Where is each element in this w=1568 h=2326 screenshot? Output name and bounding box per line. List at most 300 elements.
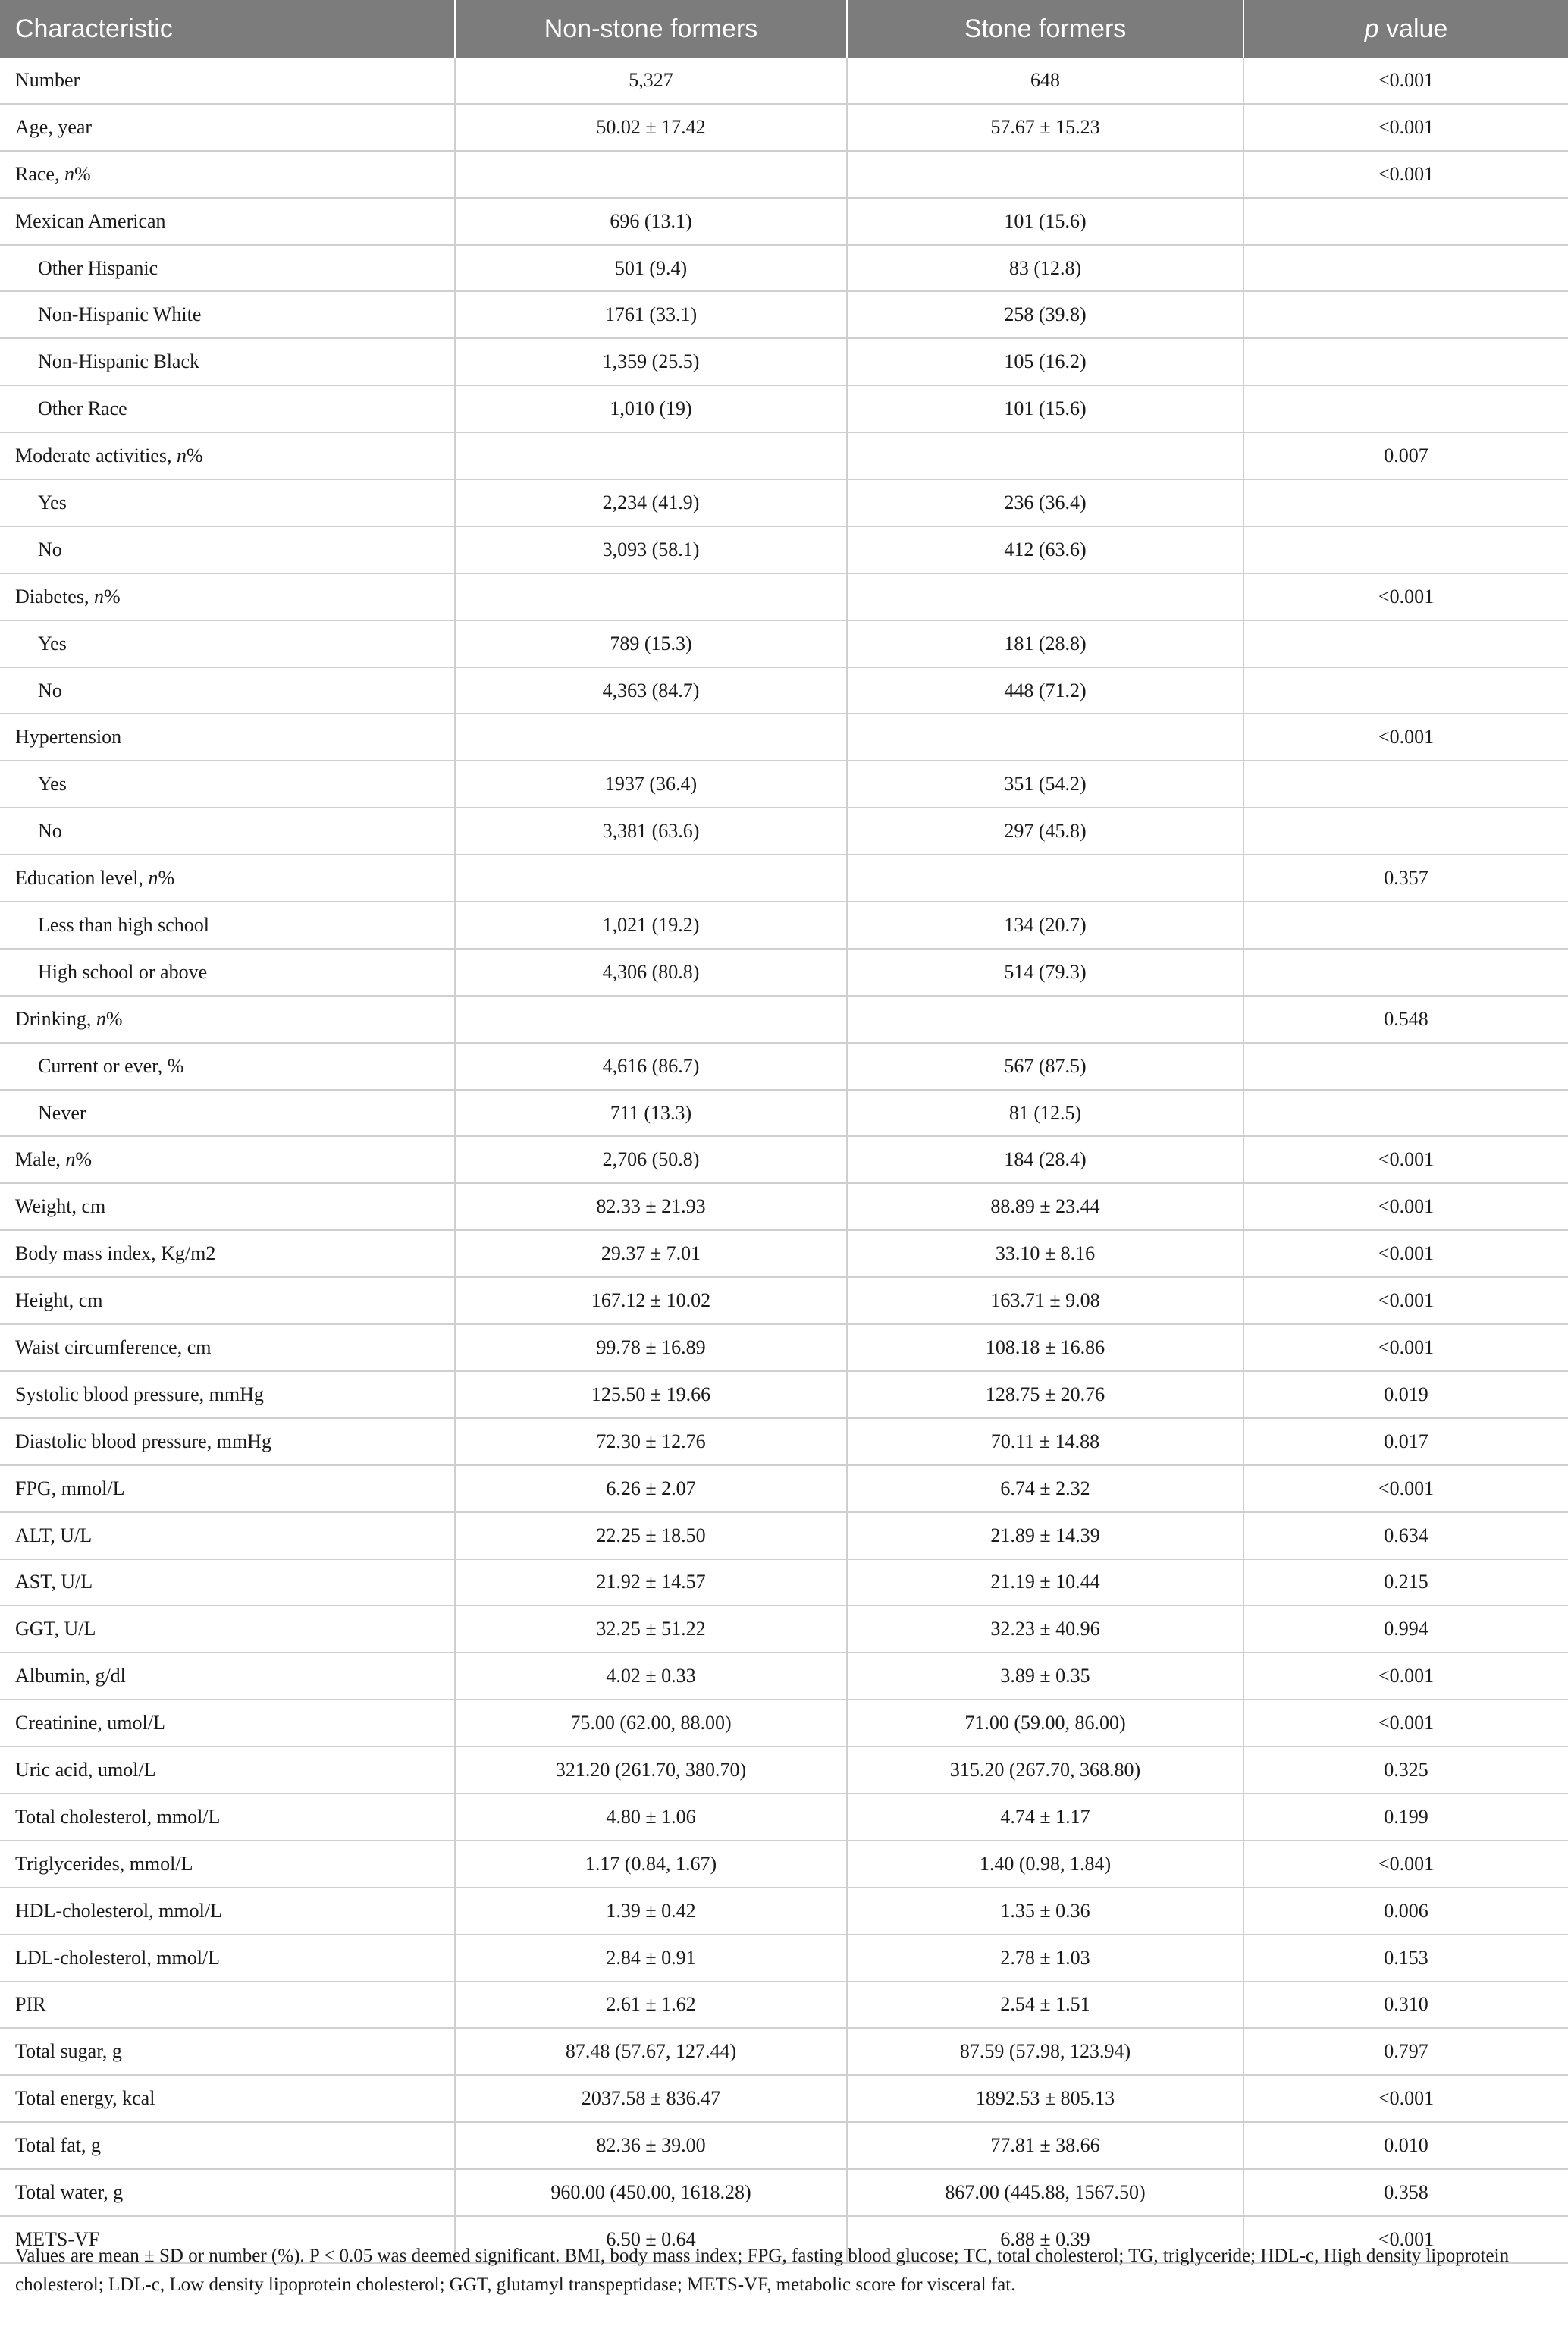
row-stone-value: 1892.53 ± 805.13 (847, 2075, 1243, 2122)
row-non-stone-value: 321.20 (261.70, 380.70) (455, 1747, 847, 1794)
row-p-value (1243, 526, 1568, 573)
row-stone-value: 57.67 ± 15.23 (847, 104, 1243, 151)
row-stone-value: 33.10 ± 8.16 (847, 1230, 1243, 1277)
row-label-text: Yes (38, 632, 67, 654)
row-stone-value (847, 573, 1243, 620)
row-label-italic: n (64, 162, 74, 185)
row-stone-value: 108.18 ± 16.86 (847, 1324, 1243, 1371)
row-non-stone-value: 125.50 ± 19.66 (455, 1371, 847, 1418)
row-characteristic (0, 151, 455, 198)
row-non-stone-value: 75.00 (62.00, 88.00) (455, 1700, 847, 1747)
row-p-value: <0.001 (1243, 1230, 1568, 1277)
row-stone-value (847, 996, 1243, 1043)
row-non-stone-value: 4.02 ± 0.33 (455, 1653, 847, 1700)
row-label-suffix: % (74, 162, 91, 185)
row-non-stone-value: 1.17 (0.84, 1.67) (455, 1841, 847, 1888)
row-non-stone-value (455, 432, 847, 479)
row-stone-value: 412 (63.6) (847, 526, 1243, 573)
table-row (0, 2075, 1568, 2122)
row-non-stone-value: 32.25 ± 51.22 (455, 1606, 847, 1653)
row-characteristic (0, 808, 455, 855)
table-footnote: Values are mean ± SD or number (%). P < 0.05 was deemed significant. BMI, body mass index; FPG, fasting blood glucose; TC, total cholesterol; TG, triglyceride; HDL-c, High density lipoprotein cholesterol; LDL-c, Low density lipoprotein cholesterol; GGT, glutamyl transpeptidase; METS-VF, metabolic score for visceral fat. (15, 2246, 1510, 2295)
table-row (0, 385, 1568, 432)
row-label-text: Other Hispanic (38, 256, 158, 279)
row-characteristic (0, 1230, 455, 1277)
row-p-value: <0.001 (1243, 2216, 1568, 2263)
row-label-text: Albumin, g/dl (15, 1665, 126, 1687)
row-label-text: Hypertension (15, 726, 122, 749)
table-row (0, 338, 1568, 385)
row-stone-value: 867.00 (445.88, 1567.50) (847, 2169, 1243, 2216)
row-p-value: <0.001 (1243, 104, 1568, 151)
row-stone-value: 70.11 ± 14.88 (847, 1418, 1243, 1465)
row-p-value: 0.215 (1243, 1559, 1568, 1606)
row-p-value: <0.001 (1243, 1653, 1568, 1700)
table-row (0, 1418, 1568, 1465)
row-stone-value: 1.35 ± 0.36 (847, 1888, 1243, 1935)
row-non-stone-value: 22.25 ± 18.50 (455, 1512, 847, 1559)
row-characteristic (0, 1700, 455, 1747)
table-row (0, 245, 1568, 292)
table-row (0, 855, 1568, 902)
row-stone-value: 101 (15.6) (847, 198, 1243, 245)
row-stone-value: 71.00 (59.00, 86.00) (847, 1700, 1243, 1747)
row-characteristic (0, 2122, 455, 2169)
row-characteristic (0, 1277, 455, 1324)
row-non-stone-value (455, 714, 847, 761)
row-characteristic (0, 526, 455, 573)
table-body (0, 58, 1568, 2263)
row-label-text: No (38, 538, 62, 560)
header-row (0, 0, 1568, 58)
table-row (0, 1183, 1568, 1230)
header-p-value (1243, 0, 1568, 58)
table-row (0, 949, 1568, 996)
row-label-text: Current or ever, % (38, 1054, 184, 1077)
row-label-italic: n (65, 1148, 76, 1171)
row-label-text: PIR (15, 1993, 46, 2016)
row-non-stone-value: 1.39 ± 0.42 (455, 1888, 847, 1935)
row-p-value: 0.357 (1243, 855, 1568, 902)
row-non-stone-value: 3,381 (63.6) (455, 808, 847, 855)
row-label-text: GGT, U/L (15, 1618, 96, 1640)
row-non-stone-value: 99.78 ± 16.89 (455, 1324, 847, 1371)
row-p-value (1243, 949, 1568, 996)
row-stone-value (847, 714, 1243, 761)
row-non-stone-value: 2.84 ± 0.91 (455, 1935, 847, 1982)
row-label-text: Uric acid, umol/L (15, 1759, 156, 1781)
row-characteristic (0, 1841, 455, 1888)
row-p-value: <0.001 (1243, 151, 1568, 198)
table-row (0, 1277, 1568, 1324)
row-non-stone-value: 167.12 ± 10.02 (455, 1277, 847, 1324)
row-characteristic (0, 1324, 455, 1371)
header-stone-formers: Stone formers (847, 0, 1243, 58)
row-p-value (1243, 808, 1568, 855)
header-p-letter: p (1364, 14, 1379, 43)
row-label-italic: n (176, 444, 187, 467)
row-non-stone-value: 711 (13.3) (455, 1090, 847, 1137)
row-characteristic (0, 432, 455, 479)
row-non-stone-value: 4,306 (80.8) (455, 949, 847, 996)
row-non-stone-value: 29.37 ± 7.01 (455, 1230, 847, 1277)
row-characteristic (0, 996, 455, 1043)
table-row (0, 761, 1568, 808)
row-non-stone-value: 1,021 (19.2) (455, 902, 847, 949)
row-label-text: ALT, U/L (15, 1524, 93, 1546)
table-row (0, 808, 1568, 855)
row-stone-value: 77.81 ± 38.66 (847, 2122, 1243, 2169)
row-non-stone-value: 2,234 (41.9) (455, 479, 847, 526)
table-row (0, 104, 1568, 151)
row-label-suffix: % (158, 867, 175, 890)
header-characteristic: Characteristic (0, 0, 455, 58)
table-row (0, 1888, 1568, 1935)
row-non-stone-value: 960.00 (450.00, 1618.28) (455, 2169, 847, 2216)
row-label-text: Race, (15, 162, 64, 185)
row-label-italic: n (93, 585, 104, 607)
row-label-text: FPG, mmol/L (15, 1477, 125, 1499)
row-non-stone-value: 4.80 ± 1.06 (455, 1794, 847, 1841)
row-characteristic (0, 1747, 455, 1794)
table-row (0, 1512, 1568, 1559)
row-p-value (1243, 385, 1568, 432)
row-label-text: Other Race (38, 397, 127, 420)
row-stone-value: 87.59 (57.98, 123.94) (847, 2028, 1243, 2075)
row-characteristic (0, 1606, 455, 1653)
row-characteristic (0, 58, 455, 104)
row-non-stone-value: 21.92 ± 14.57 (455, 1559, 847, 1606)
table-row (0, 432, 1568, 479)
row-label-text: Yes (38, 491, 67, 513)
row-stone-value: 297 (45.8) (847, 808, 1243, 855)
row-label-text: Less than high school (38, 913, 210, 936)
row-stone-value: 128.75 ± 20.76 (847, 1371, 1243, 1418)
row-non-stone-value: 696 (13.1) (455, 198, 847, 245)
row-stone-value: 6.88 ± 0.39 (847, 2216, 1243, 2263)
row-characteristic (0, 761, 455, 808)
row-characteristic (0, 2075, 455, 2122)
table-row (0, 1465, 1568, 1512)
row-p-value: 0.017 (1243, 1418, 1568, 1465)
row-characteristic (0, 620, 455, 667)
row-label-text: LDL-cholesterol, mmol/L (15, 1946, 221, 1969)
row-non-stone-value: 82.33 ± 21.93 (455, 1183, 847, 1230)
row-characteristic (0, 291, 455, 338)
row-characteristic (0, 245, 455, 292)
table-row (0, 1653, 1568, 1700)
row-label-text: AST, U/L (15, 1571, 93, 1593)
row-stone-value: 83 (12.8) (847, 245, 1243, 292)
row-p-value: 0.153 (1243, 1935, 1568, 1982)
row-p-value: 0.994 (1243, 1606, 1568, 1653)
row-characteristic (0, 1512, 455, 1559)
row-non-stone-value: 4,363 (84.7) (455, 667, 847, 714)
row-characteristic (0, 949, 455, 996)
row-stone-value: 21.19 ± 10.44 (847, 1559, 1243, 1606)
row-non-stone-value: 6.26 ± 2.07 (455, 1465, 847, 1512)
row-label-text: Number (15, 68, 80, 91)
row-label-text: Total fat, g (15, 2134, 101, 2157)
row-characteristic (0, 1794, 455, 1841)
row-non-stone-value (455, 996, 847, 1043)
row-characteristic (0, 1090, 455, 1137)
row-characteristic (0, 1653, 455, 1700)
row-label-italic: n (148, 867, 158, 890)
row-non-stone-value: 5,327 (455, 58, 847, 104)
row-label-text: No (38, 679, 62, 702)
table-row (0, 2122, 1568, 2169)
row-characteristic (0, 385, 455, 432)
row-stone-value: 236 (36.4) (847, 479, 1243, 526)
row-label-text: Moderate activities, (15, 444, 177, 467)
row-characteristic (0, 1559, 455, 1606)
row-label-text: Body mass index, Kg/m2 (15, 1242, 216, 1265)
row-non-stone-value: 1761 (33.1) (455, 291, 847, 338)
header-p-rest: value (1378, 14, 1448, 43)
row-characteristic (0, 902, 455, 949)
row-characteristic (0, 104, 455, 151)
row-stone-value: 567 (87.5) (847, 1043, 1243, 1090)
row-p-value (1243, 1043, 1568, 1090)
row-characteristic (0, 1418, 455, 1465)
row-characteristic (0, 1183, 455, 1230)
row-p-value: 0.548 (1243, 996, 1568, 1043)
table-row (0, 198, 1568, 245)
table-row (0, 1700, 1568, 1747)
row-label-text: Non-Hispanic White (38, 303, 202, 326)
row-p-value (1243, 667, 1568, 714)
row-p-value: <0.001 (1243, 1841, 1568, 1888)
row-stone-value (847, 855, 1243, 902)
row-non-stone-value: 82.36 ± 39.00 (455, 2122, 847, 2169)
row-p-value: <0.001 (1243, 1183, 1568, 1230)
row-p-value: <0.001 (1243, 58, 1568, 104)
row-characteristic (0, 1465, 455, 1512)
table-row (0, 479, 1568, 526)
row-stone-value: 2.78 ± 1.03 (847, 1935, 1243, 1982)
row-p-value: 0.797 (1243, 2028, 1568, 2075)
row-label-text: Drinking, (15, 1007, 96, 1030)
row-characteristic (0, 479, 455, 526)
row-characteristic (0, 1982, 455, 2029)
row-non-stone-value: 2037.58 ± 836.47 (455, 2075, 847, 2122)
table-row (0, 996, 1568, 1043)
row-label-suffix: % (105, 1007, 123, 1030)
row-label-text: Total water, g (15, 2181, 124, 2204)
row-stone-value: 448 (71.2) (847, 667, 1243, 714)
row-non-stone-value: 6.50 ± 0.64 (455, 2216, 847, 2263)
row-label-text: Yes (38, 773, 67, 796)
row-p-value: <0.001 (1243, 1465, 1568, 1512)
row-stone-value: 6.74 ± 2.32 (847, 1465, 1243, 1512)
row-non-stone-value: 87.48 (57.67, 127.44) (455, 2028, 847, 2075)
row-non-stone-value: 50.02 ± 17.42 (455, 104, 847, 151)
row-p-value: 0.358 (1243, 2169, 1568, 2216)
row-p-value: 0.007 (1243, 432, 1568, 479)
table-row (0, 1841, 1568, 1888)
table-row (0, 620, 1568, 667)
table-row (0, 151, 1568, 198)
row-p-value (1243, 198, 1568, 245)
row-label-text: Diastolic blood pressure, mmHg (15, 1430, 271, 1452)
table-header (0, 0, 1568, 58)
row-non-stone-value: 2,706 (50.8) (455, 1136, 847, 1183)
row-p-value (1243, 245, 1568, 292)
row-label-text: Height, cm (15, 1289, 103, 1312)
row-label-text: Creatinine, umol/L (15, 1712, 165, 1734)
row-stone-value: 514 (79.3) (847, 949, 1243, 996)
row-non-stone-value (455, 855, 847, 902)
row-stone-value: 81 (12.5) (847, 1090, 1243, 1137)
row-label-text: Triglycerides, mmol/L (15, 1852, 193, 1875)
row-characteristic (0, 1043, 455, 1090)
table-row (0, 1747, 1568, 1794)
row-characteristic (0, 573, 455, 620)
table-row (0, 1090, 1568, 1137)
row-label-text: Education level, (15, 867, 149, 890)
row-stone-value: 184 (28.4) (847, 1136, 1243, 1183)
row-stone-value (847, 432, 1243, 479)
row-characteristic (0, 2169, 455, 2216)
row-stone-value: 2.54 ± 1.51 (847, 1982, 1243, 2029)
row-non-stone-value (455, 151, 847, 198)
row-non-stone-value: 72.30 ± 12.76 (455, 1418, 847, 1465)
table-row (0, 58, 1568, 104)
row-p-value: 0.019 (1243, 1371, 1568, 1418)
table-row (0, 526, 1568, 573)
table-row (0, 1043, 1568, 1090)
row-stone-value: 181 (28.8) (847, 620, 1243, 667)
row-stone-value: 258 (39.8) (847, 291, 1243, 338)
table-row (0, 714, 1568, 761)
row-label-text: METS-VF (15, 2227, 100, 2250)
table-row (0, 2028, 1568, 2075)
table-row (0, 573, 1568, 620)
row-characteristic (0, 1136, 455, 1183)
row-stone-value: 1.40 (0.98, 1.84) (847, 1841, 1243, 1888)
row-label-text: No (38, 820, 62, 843)
table-row (0, 1230, 1568, 1277)
table-row (0, 1136, 1568, 1183)
table-row (0, 1606, 1568, 1653)
row-p-value: <0.001 (1243, 1700, 1568, 1747)
table-row (0, 1371, 1568, 1418)
row-non-stone-value: 1937 (36.4) (455, 761, 847, 808)
row-label-text: Never (38, 1101, 86, 1124)
row-non-stone-value: 2.61 ± 1.62 (455, 1982, 847, 2029)
row-label-suffix: % (186, 444, 203, 467)
row-p-value: <0.001 (1243, 573, 1568, 620)
row-characteristic (0, 855, 455, 902)
row-stone-value: 351 (54.2) (847, 761, 1243, 808)
row-non-stone-value: 501 (9.4) (455, 245, 847, 292)
row-characteristic (0, 338, 455, 385)
row-stone-value: 134 (20.7) (847, 902, 1243, 949)
table-row (0, 1982, 1568, 2029)
row-characteristic (0, 714, 455, 761)
row-p-value (1243, 291, 1568, 338)
row-label-text: Male, (15, 1148, 66, 1171)
row-p-value: 0.010 (1243, 2122, 1568, 2169)
row-stone-value: 4.74 ± 1.17 (847, 1794, 1243, 1841)
row-characteristic (0, 1888, 455, 1935)
row-non-stone-value: 789 (15.3) (455, 620, 847, 667)
row-non-stone-value: 1,010 (19) (455, 385, 847, 432)
table-row (0, 2169, 1568, 2216)
row-p-value: 0.310 (1243, 1982, 1568, 2029)
row-stone-value: 88.89 ± 23.44 (847, 1183, 1243, 1230)
row-p-value (1243, 620, 1568, 667)
row-stone-value: 101 (15.6) (847, 385, 1243, 432)
row-label-text: Age, year (15, 115, 93, 138)
table-row (0, 902, 1568, 949)
row-characteristic (0, 1371, 455, 1418)
table-row (0, 667, 1568, 714)
row-label-italic: n (96, 1007, 106, 1030)
row-label-text: Waist circumference, cm (15, 1336, 212, 1358)
table-row (0, 1559, 1568, 1606)
row-stone-value: 32.23 ± 40.96 (847, 1606, 1243, 1653)
row-non-stone-value (455, 573, 847, 620)
row-label-suffix: % (103, 585, 121, 607)
row-characteristic (0, 667, 455, 714)
row-p-value (1243, 902, 1568, 949)
row-p-value: 0.325 (1243, 1747, 1568, 1794)
row-p-value: 0.634 (1243, 1512, 1568, 1559)
row-p-value: 0.199 (1243, 1794, 1568, 1841)
row-p-value (1243, 761, 1568, 808)
row-label-text: Non-Hispanic Black (38, 350, 200, 373)
row-p-value: <0.001 (1243, 1324, 1568, 1371)
row-stone-value: 163.71 ± 9.08 (847, 1277, 1243, 1324)
row-p-value (1243, 1090, 1568, 1137)
row-stone-value: 648 (847, 58, 1243, 104)
table-row (0, 1324, 1568, 1371)
row-stone-value (847, 151, 1243, 198)
row-stone-value: 105 (16.2) (847, 338, 1243, 385)
row-label-text: Total sugar, g (15, 2040, 122, 2063)
row-label-text: Systolic blood pressure, mmHg (15, 1383, 264, 1405)
row-label-text: High school or above (38, 960, 208, 983)
row-non-stone-value: 4,616 (86.7) (455, 1043, 847, 1090)
row-p-value: 0.006 (1243, 1888, 1568, 1935)
row-label-text: Total cholesterol, mmol/L (15, 1805, 221, 1828)
row-p-value: <0.001 (1243, 1277, 1568, 1324)
table-row (0, 1794, 1568, 1841)
row-label-text: Diabetes, (15, 585, 94, 607)
header-non-stone-formers: Non-stone formers (455, 0, 847, 58)
row-label-text: Total energy, kcal (15, 2087, 155, 2110)
row-characteristic (0, 198, 455, 245)
row-stone-value: 315.20 (267.70, 368.80) (847, 1747, 1243, 1794)
row-stone-value: 3.89 ± 0.35 (847, 1653, 1243, 1700)
row-characteristic (0, 1935, 455, 1982)
row-label-text: Weight, cm (15, 1195, 106, 1218)
row-p-value: <0.001 (1243, 1136, 1568, 1183)
row-stone-value: 21.89 ± 14.39 (847, 1512, 1243, 1559)
table-row (0, 1935, 1568, 1982)
row-label-text: Mexican American (15, 209, 166, 232)
table-row (0, 291, 1568, 338)
row-p-value: <0.001 (1243, 714, 1568, 761)
row-p-value (1243, 338, 1568, 385)
row-p-value (1243, 479, 1568, 526)
row-label-suffix: % (75, 1148, 93, 1171)
row-p-value: <0.001 (1243, 2075, 1568, 2122)
row-non-stone-value: 1,359 (25.5) (455, 338, 847, 385)
row-non-stone-value: 3,093 (58.1) (455, 526, 847, 573)
